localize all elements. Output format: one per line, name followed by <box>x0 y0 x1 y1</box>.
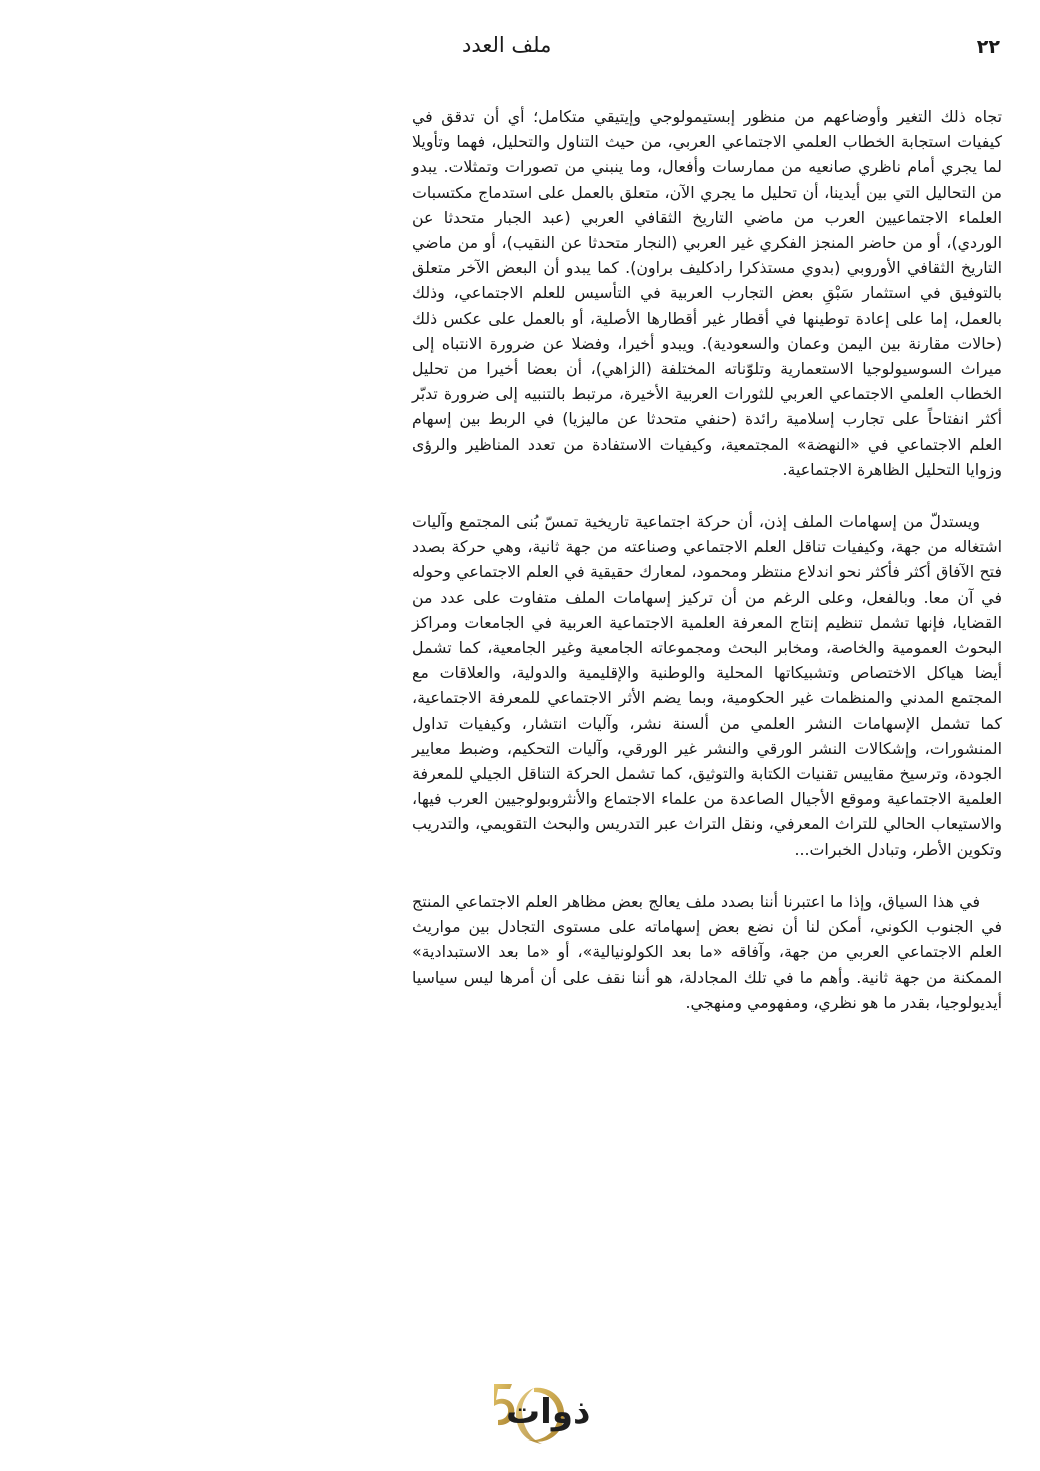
dhawat-logo <box>472 1380 612 1450</box>
paragraph-2: ويستدلّ من إسهامات الملف إذن، أن حركة اجتماعية تاريخية تمسّ بُنى المجتمع وآليات اشتغاله من جهة، وكيفيات تناقل العلم الاجتماعي وصناعته من جهة ثانية، وهي حركة بصدد فتح الآفاق أكثر فأكثر نحو اندلاع منتظر ومحمود، لمعارك حقيقية في العلم الاجتماعي وحوله في آن معا. وبالفعل، وعلى الرغم من أن تركيز إسهامات الملف متفاوت على عدد من القضايا، فإنها تشمل تنظيم إنتاج المعرفة العلمية الاجتماعية العربية في الجامعات ومراكز البحوث العمومية والخاصة، ومخابر البحث ومجموعاته الجامعية وغير الجامعية، كما تشمل أيضا هياكل الاختصاص وتشبيكاتها المحلية والوطنية والإقليمية والدولية، والعلاقات مع المجتمع المدني والمنظمات غير الحكومية، وبما يضم الأثر الاجتماعي للمعرفة الاجتماعية، كما تشمل الإسهامات النشر العلمي من ألسنة نشر، وآليات انتشار، وكيفيات تداول المنشورات، وإشكالات النشر الورقي والنشر غير الورقي، وآليات التحكيم، وضبط معايير الجودة، وترسيخ مقاييس تقنيات الكتابة والتوثيق، كما تشمل الحركة التناقل الجيلي للمعرفة العلمية الاجتماعية وموقع الأجيال الصاعدة من علماء الاجتماع والأنثروبولوجيين العرب فيها، والاستيعاب الحالي للتراث المعرفي، ونقل التراث عبر التدريس والبحث التقويمي، والتدريب وتكوين الأطر، وتبادل الخبرات... <box>412 512 1002 859</box>
page-number: ٢٢ <box>976 36 1000 58</box>
logo-text: ذوات <box>506 1392 591 1432</box>
section-title: ملف العدد <box>462 33 552 57</box>
article-body <box>412 104 1002 1042</box>
paragraph-3: في هذا السياق، وإذا ما اعتبرنا أننا بصدد ملف يعالج بعض مظاهر العلم الاجتماعي المنتج في الجنوب الكوني، أمكن لنا أن نضع بعض إسهاماته على مستوى التجادل بين مواريث العلم الاجتماعي العربي من جهة، وآفاقه «ما بعد الكولونيالية»، أو «ما بعد الاستبدادية» الممكنة من جهة ثانية. وأهم ما في تلك المجادلة، هو أننا نقف على أن أمرها ليس سياسيا أيديولوجيا، بقدر ما هو نظري، ومفهومي ومنهجي. <box>412 891 1002 1012</box>
paragraph-1: تجاه ذلك التغير وأوضاعهم من منظور إبستيمولوجي وإيتيقي متكامل؛ أي أن تدقق في كيفيات استجابة الخطاب العلمي الاجتماعي العربي، من حيث التناول والتحليل، فهما وتأويلا لما يجري أمام ناظري صانعيه من ممارسات وأفعال، وما ينبني من تصورات وتمثلات. يبدو من التحاليل التي بين أيدينا، أن تحليل ما يجري الآن، متعلق بالعمل على استدماج مكتسبات العلماء الاجتماعيين العرب من ماضي التاريخ الثقافي العربي (عبد الجبار متحدثا عن الوردي)، أو من حاضر المنجز الفكري غير العربي (النجار متحدثا عن النقيب)، أو من ماضي التاريخ الثقافي الأوروبي (بدوي مستذكرا رادكليف براون). كما يبدو أن البعض الآخر متعلق بالتوفيق في استثمار سَبْقِ بعض التجارب العربية في التأسيس للعلم الاجتماعي، وذلك بالعمل، إما على إعادة توطينها في أقطار غير أقطارها الأصلية، أو بالعمل على عكس ذلك (حالات مقارنة بين اليمن وعمان والسعودية). ويبدو أخيرا، وفضلا عن ضرورة الانتباه إلى ميراث السوسيولوجيا الاستعمارية وتلوّناته المختلفة (الزاهي)، أن بعضا أخيرا من تحليل الخطاب العلمي الاجتماعي العربي للثورات العربية الأخيرة، مرتبط بالتنبيه إلى ضرورة تدبّر أكثر انفتاحاً على تجارب إسلامية رائدة (حنفي متحدثا عن ماليزيا) في الربط بين إسهام العلم الاجتماعي في «النهضة» المجتمعية، وكيفيات الاستفادة من تعدد المناظير والرؤى وزوايا التحليل الظاهرة الاجتماعية. <box>412 107 1002 479</box>
